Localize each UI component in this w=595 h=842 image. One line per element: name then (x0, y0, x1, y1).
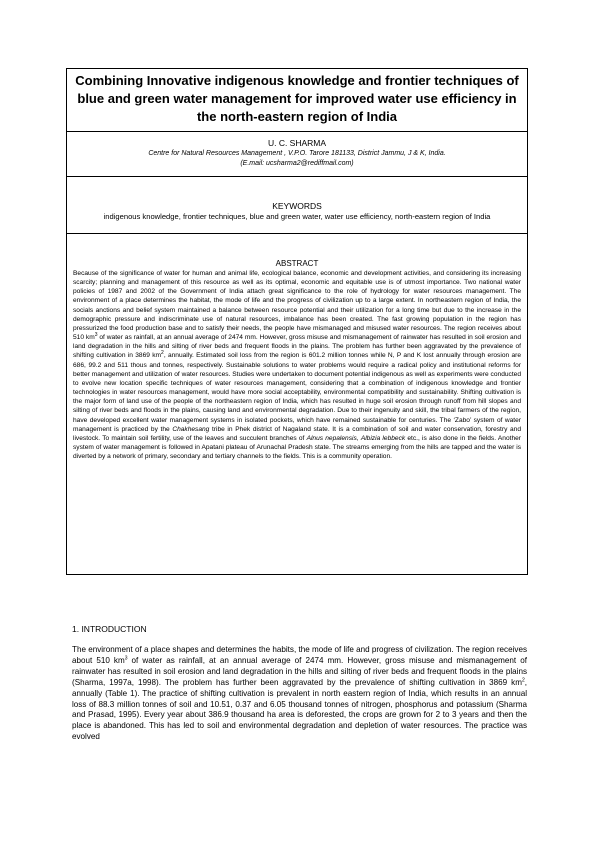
author-affiliation: Centre for Natural Resources Management , V.P.O. Tarore 181133, District Jammu, J & K, India. (148, 150, 446, 157)
author-email: (E.mail: ucsharma2@rediffmail.com) (240, 160, 354, 167)
title-box (66, 68, 528, 132)
abstract-heading: ABSTRACT (275, 259, 319, 268)
keywords-box (66, 176, 528, 234)
paper-title: Combining Innovative indigenous knowledge and frontier techniques of blue and green water management for improved water use efficiency in the north-eastern region of India (75, 73, 519, 124)
author-box (66, 131, 528, 177)
abstract-box (66, 233, 528, 575)
keywords-text: indigenous knowledge, frontier techniques, blue and green water, water use efficiency, north-eastern region of India (103, 212, 491, 221)
section-heading: 1. INTRODUCTION (72, 624, 147, 634)
abstract-text: Because of the significance of water for human and animal life, ecological balance, economic and development activities, and considering its increasing scarcity; planning and management of this resource as well as its optimal, economic and equitable use is of utmost importance. Two national water policies of 1987 and 2002 of the Government of India attach great significance to the role of hydrology for water resources management. The environment of a place determines the habitat, the mode of life and the progress of civilization up to a large extent. In northeastern region of India, the socials anctions and belief system maintained a balance between resource potential and their utilization for a long time but due to the increase in the demographic pressure and indiscriminate use of natural resources, imbalance has been created. The fast growing population in the region has pressurized the food production base and to satisfy their needs, the people have mismanaged and misused water resources. The region receives about 510 $km^3$ of water as rainfall, at an annual average of 2474 mm. However, gross misuse and mismanagement of rainwater has resulted in soil erosion and land degradation in the hills and silting of river beds and frequent floods in the plains. The problem has further been aggravated by the prevalence of shifting cultivation in 3869 $km^2$, annually. Estimated soil loss from the region is 601.2 million tonnes while N, P and K lost annually through erosion are 686, 99.2 and 511 thous and tonnes, respectively. Sustainable solutions to water problems would require a radical policy and institutional reforms for better management and utilization of water resources. Studies were undertaken to document potential indigenous as well as experiments were conducted to evolve new location specific techniques of water resources management, considering that a combination of indigenous knowledge and frontier technologies in water resources management, would have more social acceptability, environmental compatibility and sustainability. Shifting cultivation is the major form of land use of the people of the northeastern region of India, which has resulted in huge soil erosion through runoff from hill slopes and silting of river beds and floods in the plains, causing land and environmental degradation. Due to their ingenuity and skill, the tribal farmers of the region, have developed excellent water management systems in isolated pockets, which have remained sustainable for centuries. The ‘Zabo’ system of water management is practiced by the Chakhesang tribe in Phek district of Nagaland state. It is a combination of soil and water conservation, forestry and livestock. To maintain soil fertility, use of the leaves and succulent branches of Alnus nepalensis, Albizia lebbeck etc., is also done in the fields. Another system of water management is followed in Apatani plateau of Arunachal Pradesh state. The streams emerging from the hills are tapped and the water is diverted by a network of primary, secondary and tertiary channels to the fields. This is a community operation. (73, 270, 522, 461)
keywords-heading: KEYWORDS (272, 201, 322, 211)
author-name: U. C. SHARMA (267, 138, 327, 148)
section-body-text: The environment of a place shapes and determines the habits, the mode of life and progress of civilization. The region receives about 510 $km^3$ of water as rainfall, at an annual average of 2474 mm. However, gross misuse and mismanagement of rainwater has resulted in soil erosion and land degradation in the hills and silting of river beds and frequent floods in the plains (Sharma, 1997a, 1998). The problem has further been aggravated by the prevalence of shifting cultivation in 3869 $km^2$, annually (Table 1). The practice of shifting cultivation is prevalent in north eastern region of India, which results in an annual loss of 88.3 million tonnes of soil and 10.51, 0.37 and 6.05 thousand tonnes of nitrogen, phosphorus and potassium (Sharma and Prasad, 1995). Every year about 386.9 thousand ha area is deforested, the crops are grown for 2 to 3 years and then the place is abandoned. This has led to soil and environmental degradation and depletion of water resources. The practice was evolved (72, 645, 527, 742)
